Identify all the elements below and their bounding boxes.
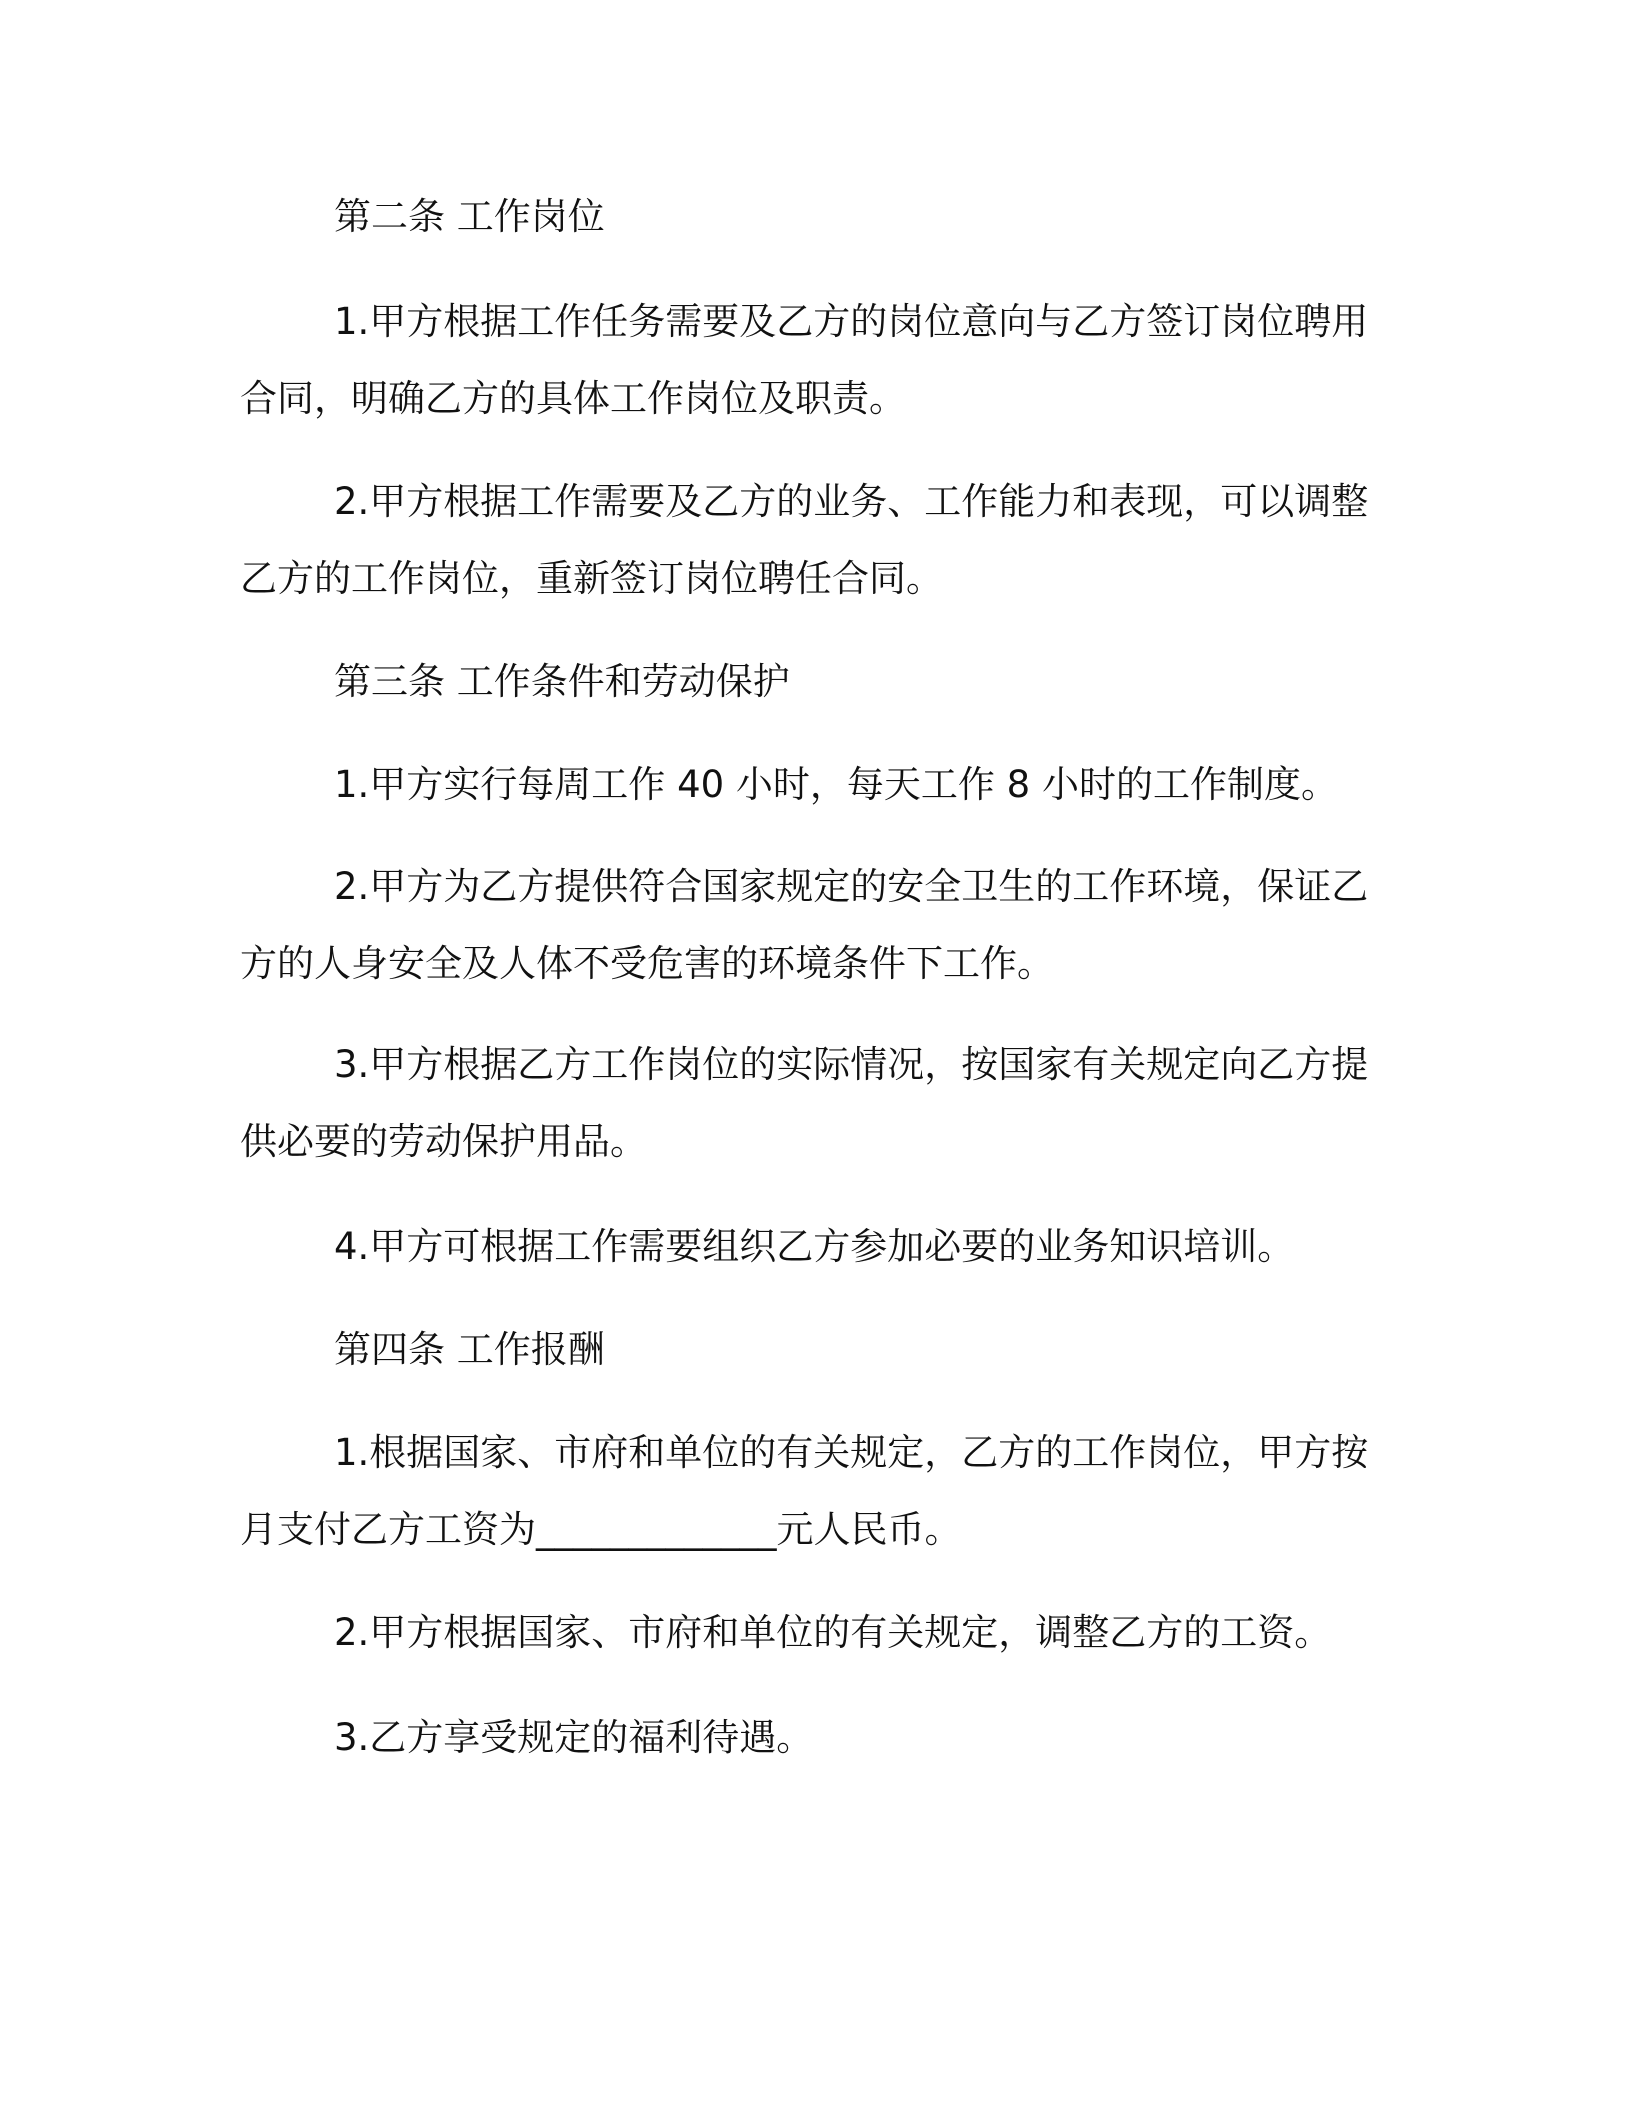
section-heading-2: 第二条 工作岗位: [334, 195, 605, 238]
paragraph-line: 3.乙方享受规定的福利待遇。: [334, 1716, 814, 1759]
paragraph-line: 4.甲方可根据工作需要组织乙方参加必要的业务知识培训。: [334, 1225, 1295, 1268]
paragraph-3-3: [240, 1026, 1370, 1180]
paragraph-3-1: [240, 746, 1370, 823]
paragraph-line: 2.甲方根据工作需要及乙方的业务、工作能力和表现，可以调整: [334, 480, 1369, 523]
paragraph-line: 合同，明确乙方的具体工作岗位及职责。: [240, 377, 906, 420]
paragraph-line: 乙方的工作岗位，重新签订岗位聘任合同。: [240, 557, 943, 600]
paragraph-2-1: [240, 283, 1370, 437]
section-heading-4: 第四条 工作报酬: [334, 1328, 605, 1371]
paragraph-line: 1.甲方实行每周工作 40 小时，每天工作 8 小时的工作制度。: [334, 763, 1338, 806]
paragraph-4-2: [240, 1594, 1370, 1671]
paragraph-3-2: [240, 848, 1370, 1002]
paragraph-line: 1.甲方根据工作任务需要及乙方的岗位意向与乙方签订岗位聘用: [334, 300, 1369, 343]
paragraph-4-3: [240, 1699, 1370, 1776]
paragraph-line: 3.甲方根据乙方工作岗位的实际情况，按国家有关规定向乙方提: [334, 1043, 1369, 1086]
paragraph-4-1: [240, 1414, 1370, 1568]
section-heading-3: 第三条 工作条件和劳动保护: [334, 660, 790, 703]
paragraph-line: 月支付乙方工资为_____________元人民币。: [240, 1508, 962, 1551]
paragraph-line: 1.根据国家、市府和单位的有关规定，乙方的工作岗位，甲方按: [334, 1431, 1369, 1474]
paragraph-line: 2.甲方为乙方提供符合国家规定的安全卫生的工作环境，保证乙: [334, 865, 1369, 908]
paragraph-line: 供必要的劳动保护用品。: [240, 1120, 647, 1163]
paragraph-2-2: [240, 463, 1370, 617]
paragraph-3-4: [240, 1208, 1370, 1285]
paragraph-line: 方的人身安全及人体不受危害的环境条件下工作。: [240, 942, 1054, 985]
paragraph-line: 2.甲方根据国家、市府和单位的有关规定，调整乙方的工资。: [334, 1611, 1332, 1654]
